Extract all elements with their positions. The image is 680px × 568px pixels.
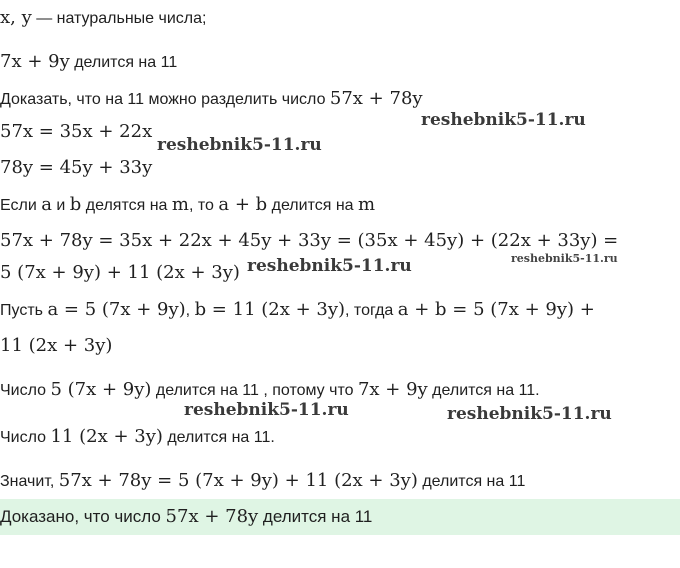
rule-text: , то (188, 197, 219, 214)
therefore-formula: 57x + 78y = 5 (7x + 9y) + 11 (2x + 3y) (58, 470, 418, 491)
divisibility-rule (0, 193, 375, 218)
statement-text: делится на 11. (162, 429, 275, 446)
substitution-text: , тогда (345, 302, 398, 319)
rule-text: делятся на (81, 197, 172, 214)
substitution-line (0, 298, 595, 323)
rule-text: и (51, 197, 70, 214)
statement-text: делится на 11. (427, 382, 540, 399)
decomposition-y (0, 156, 152, 181)
given-text: — натуральные числа; (31, 10, 207, 27)
regrouping-line (0, 229, 618, 254)
statement-text: Число (0, 382, 51, 399)
factored-formula: 5 (7x + 9y) + 11 (2x + 3y) (0, 262, 240, 283)
rule-text: Если (0, 197, 42, 214)
condition-text: делится на 11 (69, 54, 178, 71)
substitution-continued (0, 334, 112, 359)
substitution-text: , (185, 302, 195, 319)
decomposition-x (0, 120, 152, 145)
conclusion-text: Доказано, что число (0, 507, 166, 526)
second-term-formula: 11 (2x + 3y) (50, 426, 163, 447)
watermark: reshebnik5-11.ru (157, 135, 322, 155)
statement-text: Число (0, 429, 51, 446)
condition-formula-ref: 7x + 9y (357, 379, 428, 400)
therefore-text: делится на 11 (417, 473, 526, 490)
first-term-formula: 5 (7x + 9y) (50, 379, 152, 400)
regrouping-formula: 57x + 78y = 35x + 22x + 45y + 33y = (35x + 45y) + (22x + 33y) = (0, 230, 619, 251)
task-text: Доказать, что на 11 можно разделить число (0, 91, 330, 108)
substitution-sum: a + b = 5 (7x + 9y) + (397, 299, 595, 320)
rule-var-a: a (41, 194, 52, 215)
decomposition-x-formula: 57x = 35x + 22x (0, 121, 153, 142)
substitution-text: Пусть (0, 302, 48, 319)
therefore-line (0, 469, 525, 494)
conclusion-formula: 57x + 78y (165, 506, 259, 527)
rule-var-m: m (171, 194, 189, 215)
statement-text: делится на 11 , потому что (151, 382, 358, 399)
conclusion-line (0, 505, 372, 529)
second-term-statement (0, 425, 275, 450)
rule-var-b: b (69, 194, 82, 215)
condition-formula: 7x + 9y (0, 51, 70, 72)
given-variables: x, y (0, 7, 32, 28)
watermark: reshebnik5-11.ru (247, 256, 412, 276)
factored-line (0, 261, 240, 286)
watermark: reshebnik5-11.ru (421, 110, 586, 130)
rule-sum: a + b (218, 194, 268, 215)
rule-var-m: m (358, 194, 376, 215)
task-line (0, 87, 423, 112)
watermark: reshebnik5-11.ru (184, 400, 349, 420)
therefore-text: Значит, (0, 473, 59, 490)
watermark: reshebnik5-11.ru (511, 252, 618, 265)
conclusion-text: делится на 11 (258, 507, 373, 526)
rule-text: делится на (267, 197, 359, 214)
decomposition-y-formula: 78y = 45y + 33y (0, 157, 153, 178)
substitution-b: b = 11 (2x + 3y) (194, 299, 346, 320)
substitution-continued-formula: 11 (2x + 3y) (0, 335, 113, 356)
watermark: reshebnik5-11.ru (447, 404, 612, 424)
task-formula: 57x + 78y (329, 88, 423, 109)
given-line (0, 6, 206, 31)
substitution-a: a = 5 (7x + 9y) (47, 299, 186, 320)
condition-line (0, 50, 177, 75)
